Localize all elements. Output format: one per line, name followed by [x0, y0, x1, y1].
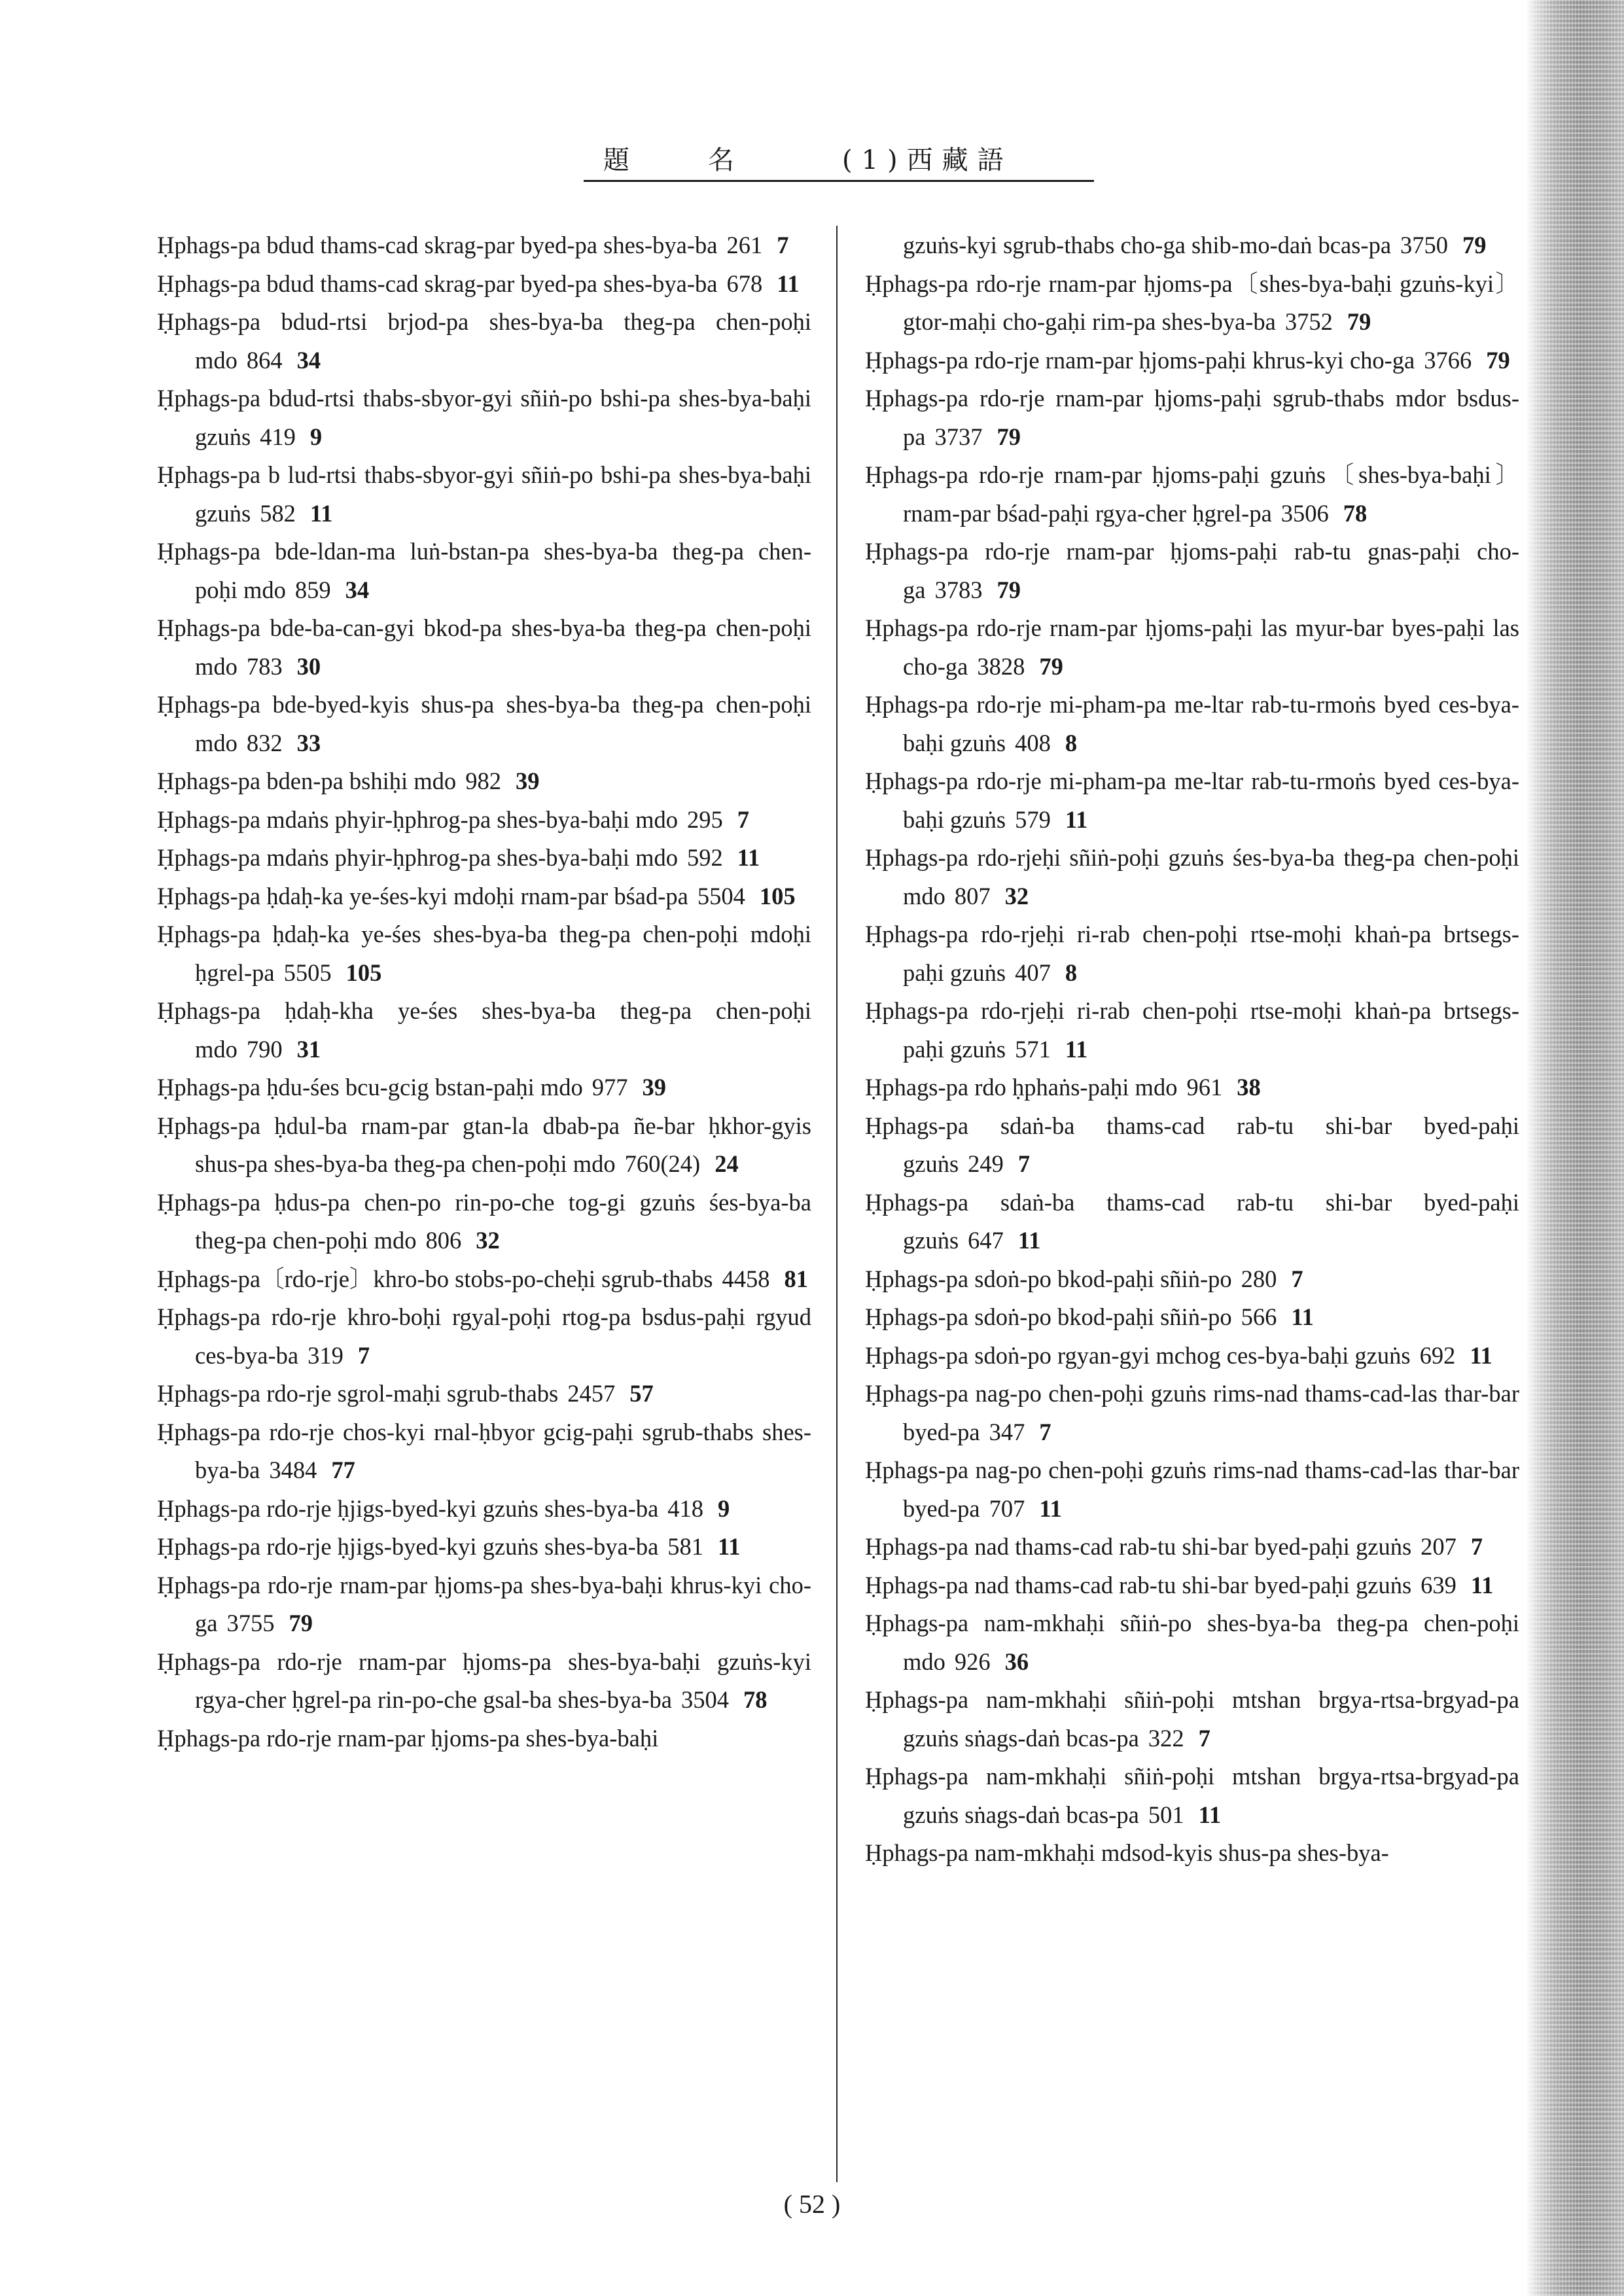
index-entry	[865, 686, 1519, 762]
scan-edge	[1526, 0, 1624, 2296]
entry-volume-number: 79	[1039, 652, 1063, 680]
entry-title: Ḥphags-pa rdo-rje chos-kyi rnal-ḥbyor gcig-paḥi sgrub-thabs shes-bya-ba	[157, 1418, 811, 1483]
entry-volume-number: 9	[309, 423, 323, 450]
entry-catalog-number: 5505	[283, 959, 332, 986]
entry-catalog-number: 783	[246, 652, 283, 680]
entry-catalog-number: 501	[1148, 1801, 1184, 1828]
entry-volume-number: 24	[715, 1150, 739, 1177]
index-entry	[865, 1451, 1519, 1528]
entry-volume-number: 9	[718, 1494, 730, 1522]
index-entry	[865, 1566, 1519, 1605]
header-section: (1)西藏語	[842, 145, 1013, 175]
entry-catalog-number: 582	[260, 499, 296, 527]
header-title: 題名	[603, 145, 813, 175]
entry-title: Ḥphags-pa nam-mkhaḥi sñiṅ-poḥi mtshan brgya-rtsa-brgyad-pa gzuṅs sṅags-daṅ bcas-pa	[865, 1686, 1519, 1752]
entry-catalog-number: 419	[260, 423, 296, 450]
index-entry	[157, 1490, 811, 1528]
entry-title: Ḥphags-pa rdo-rje rnam-par ḥjoms-pa〔shes-bya-baḥi gzuṅs-kyi〕gtor-maḥi cho-gaḥi rim-pa shes-bya-ba	[865, 270, 1519, 335]
right-column	[865, 226, 1519, 1873]
index-entry	[865, 1184, 1519, 1260]
entry-volume-number: 34	[296, 346, 321, 374]
index-entry	[157, 1413, 811, 1490]
entry-volume-number: 32	[1004, 882, 1029, 910]
entry-catalog-number: 3506	[1280, 499, 1329, 527]
index-entry	[157, 1566, 811, 1643]
entry-title: Ḥphags-pa rdo-rje khro-boḥi rgyal-poḥi rtog-pa bsdus-paḥi rgyud ces-bya-ba	[157, 1303, 811, 1369]
entry-catalog-number: 647	[968, 1227, 1004, 1254]
entry-title: Ḥphags-pa nag-po chen-poḥi gzuṅs rims-nad thams-cad-las thar-bar byed-pa	[865, 1380, 1519, 1445]
index-entry	[157, 1643, 811, 1720]
entry-volume-number: 81	[784, 1265, 808, 1292]
entry-catalog-number: 926	[954, 1648, 991, 1675]
entry-title: Ḥphags-pa nad thams-cad rab-tu shi-bar byed-paḥi gzuṅs	[865, 1571, 1412, 1598]
index-entry	[157, 1528, 811, 1566]
index-entry	[865, 380, 1519, 456]
index-entry	[865, 342, 1519, 380]
entry-volume-number: 77	[331, 1457, 355, 1483]
entry-volume-number: 11	[1065, 805, 1088, 833]
entry-title: Ḥphags-pa rdo-rje rnam-par ḥjoms-pa shes-bya-baḥi	[157, 1724, 659, 1752]
index-entry	[865, 456, 1519, 533]
index-entry	[865, 1069, 1519, 1107]
entry-title: Ḥphags-pa mdaṅs phyir-ḥphrog-pa shes-bya-baḥi mdo	[157, 844, 678, 871]
entry-volume-number: 79	[997, 576, 1021, 603]
entry-catalog-number: 3484	[269, 1457, 317, 1483]
entry-volume-number: 11	[1017, 1227, 1041, 1254]
index-entry	[865, 1681, 1519, 1757]
entry-volume-number: 7	[357, 1341, 370, 1369]
index-entry	[157, 265, 811, 304]
index-entry	[157, 226, 811, 265]
page-header	[584, 134, 1094, 182]
entry-volume-number: 7	[1198, 1724, 1210, 1752]
entry-volume-number: 78	[1343, 499, 1368, 527]
entry-volume-number: 79	[997, 423, 1021, 450]
entry-volume-number: 11	[1470, 1571, 1494, 1598]
entry-catalog-number: 347	[989, 1418, 1025, 1445]
index-entry	[865, 1604, 1519, 1681]
entry-catalog-number: 760(24)	[624, 1150, 701, 1177]
index-entry	[865, 609, 1519, 686]
entry-catalog-number: 581	[667, 1533, 704, 1560]
column-divider	[836, 226, 838, 2182]
index-entry	[865, 1375, 1519, 1451]
entry-title: Ḥphags-pa ḥdus-pa chen-po rin-po-che tog-gi gzuṅs śes-bya-ba theg-pa chen-poḥi mdo	[157, 1188, 811, 1254]
entry-catalog-number: 3755	[226, 1610, 275, 1636]
entry-volume-number: 11	[1470, 1341, 1492, 1369]
entry-volume-number: 8	[1065, 729, 1078, 756]
entry-catalog-number: 859	[294, 576, 331, 603]
entry-title: Ḥphags-pa nad thams-cad rab-tu shi-bar byed-paḥi gzuṅs	[865, 1533, 1412, 1560]
index-entry	[157, 801, 811, 839]
index-entry	[157, 1069, 811, 1107]
index-entry	[865, 992, 1519, 1069]
entry-volume-number: 79	[289, 1610, 313, 1636]
index-entry	[157, 533, 811, 609]
entry-catalog-number: 2457	[567, 1380, 616, 1407]
index-entry	[865, 1260, 1519, 1299]
entry-title: Ḥphags-pa rdo-rje rnam-par ḥjoms-paḥi khrus-kyi cho-ga	[865, 346, 1415, 374]
entry-catalog-number: 3752	[1284, 308, 1333, 335]
index-entry	[865, 1834, 1519, 1873]
entry-volume-number: 11	[777, 270, 800, 297]
entry-catalog-number: 418	[667, 1494, 704, 1522]
index-entry	[157, 609, 811, 686]
entry-catalog-number: 566	[1241, 1303, 1277, 1330]
entry-catalog-number: 3750	[1400, 232, 1449, 258]
entry-volume-number: 30	[296, 652, 321, 680]
index-entry	[865, 265, 1519, 342]
entry-catalog-number: 806	[425, 1227, 462, 1254]
index-entry	[865, 226, 1519, 265]
entry-title: Ḥphags-pa nam-mkhaḥi sñiṅ-poḥi mtshan brgya-rtsa-brgyad-pa gzuṅs sṅags-daṅ bcas-pa	[865, 1763, 1519, 1828]
entry-title: Ḥphags-pa rdo-rjeḥi ri-rab chen-poḥi rtse-moḥi khaṅ-pa brtsegs-paḥi gzuṅs	[865, 921, 1519, 986]
index-entry	[157, 1375, 811, 1413]
entry-volume-number: 11	[1065, 1035, 1088, 1063]
entry-catalog-number: 977	[591, 1074, 628, 1101]
entry-title: Ḥphags-pa rdo-rje rnam-par ḥjoms-paḥi sgrub-thabs mdor bsdus-pa	[865, 385, 1519, 450]
entry-volume-number: 11	[1198, 1801, 1222, 1828]
entry-title: Ḥphags-pa ḥdul-ba rnam-par gtan-la dbab-pa ñe-bar ḥkhor-gyis shus-pa shes-bya-ba theg-pa chen-poḥi mdo	[157, 1112, 811, 1177]
entry-title: Ḥphags-pa rdo-rje sgrol-maḥi sgrub-thabs	[157, 1380, 559, 1407]
entry-catalog-number: 639	[1421, 1571, 1456, 1598]
entry-catalog-number: 3766	[1424, 346, 1472, 374]
entry-catalog-number: 678	[726, 270, 763, 297]
entry-volume-number: 105	[345, 959, 382, 986]
entry-catalog-number: 280	[1241, 1265, 1277, 1292]
entry-volume-number: 11	[1039, 1494, 1062, 1522]
entry-catalog-number: 707	[989, 1494, 1025, 1522]
entry-volume-number: 33	[296, 729, 321, 756]
entry-title: Ḥphags-pa bden-pa bshiḥi mdo	[157, 768, 457, 794]
entry-volume-number: 39	[642, 1074, 667, 1101]
entry-volume-number: 11	[309, 499, 333, 527]
entry-title: Ḥphags-pa bde-ba-can-gyi bkod-pa shes-bya-ba theg-pa chen-poḥi mdo	[157, 614, 811, 680]
entry-volume-number: 7	[1470, 1533, 1483, 1560]
entry-title: Ḥphags-pa sdaṅ-ba thams-cad rab-tu shi-bar byed-paḥi gzuṅs	[865, 1112, 1519, 1177]
entry-catalog-number: 408	[1015, 729, 1051, 756]
entry-title: Ḥphags-pa rdo-rjeḥi ri-rab chen-poḥi rtse-moḥi khaṅ-pa brtsegs-paḥi gzuṅs	[865, 997, 1519, 1063]
entry-title: Ḥphags-pa rdo-rje rnam-par ḥjoms-pa shes-bya-baḥi khrus-kyi cho-ga	[157, 1571, 811, 1636]
index-entry	[157, 686, 811, 762]
entry-title: Ḥphags-pa ḥdaḥ-ka ye-śes-kyi mdoḥi rnam-par bśad-pa	[157, 882, 688, 910]
entry-catalog-number: 692	[1419, 1341, 1456, 1369]
entry-title: Ḥphags-pa rdo-rje rnam-par ḥjoms-pa shes-bya-baḥi gzuṅs-kyi rgya-cher ḥgrel-pa rin-po-che gsal-ba shes-bya-ba	[157, 1648, 811, 1713]
entry-title: Ḥphags-pa rdo-rje rnam-par ḥjoms-paḥi las myur-bar byes-paḥi las cho-ga	[865, 614, 1519, 680]
entry-volume-number: 39	[515, 768, 540, 794]
entry-title: Ḥphags-pa rdo-rje mi-pham-pa me-ltar rab-tu-rmoṅs byed ces-bya-baḥi gzuṅs	[865, 768, 1519, 833]
entry-title: Ḥphags-pa bde-byed-kyis shus-pa shes-bya-ba theg-pa chen-poḥi mdo	[157, 691, 811, 756]
entry-volume-number: 11	[1291, 1303, 1314, 1330]
entry-title: Ḥphags-pa bdud thams-cad skrag-par byed-pa shes-bya-ba	[157, 232, 718, 258]
entry-catalog-number: 207	[1421, 1533, 1456, 1560]
entry-title: Ḥphags-pa rdo-rje rnam-par ḥjoms-paḥi rab-tu gnas-paḥi cho-ga	[865, 538, 1519, 603]
index-entry	[865, 1757, 1519, 1834]
entry-title: Ḥphags-pa ḥdaḥ-kha ye-śes shes-bya-ba theg-pa chen-poḥi mdo	[157, 997, 811, 1063]
index-entry	[865, 1528, 1519, 1566]
index-entry	[157, 303, 811, 380]
entry-volume-number: 7	[1017, 1150, 1031, 1177]
entry-volume-number: 8	[1065, 959, 1078, 986]
entry-catalog-number: 3783	[934, 576, 983, 603]
entry-title: gzuṅs-kyi sgrub-thabs cho-ga shib-mo-daṅ bcas-pa	[903, 232, 1392, 258]
index-entry	[157, 839, 811, 877]
entry-title: Ḥphags-pa bde-ldan-ma luṅ-bstan-pa shes-bya-ba theg-pa chen-poḥi mdo	[157, 538, 811, 603]
entry-catalog-number: 319	[308, 1341, 344, 1369]
entry-title: Ḥphags-pa rdo-rje rnam-par ḥjoms-paḥi gzuṅs〔shes-bya-baḥi〕rnam-par bśad-paḥi rgya-cher ḥgrel-pa	[865, 461, 1519, 527]
entry-catalog-number: 864	[246, 346, 283, 374]
entry-catalog-number: 790	[246, 1035, 283, 1063]
entry-catalog-number: 579	[1015, 805, 1051, 833]
entry-volume-number: 78	[743, 1686, 768, 1713]
entry-catalog-number: 982	[465, 768, 501, 794]
entry-title: Ḥphags-pa bdud-rtsi brjod-pa shes-bya-ba theg-pa chen-poḥi mdo	[157, 308, 811, 374]
index-entry	[865, 1298, 1519, 1337]
entry-volume-number: 105	[759, 882, 796, 910]
entry-title: Ḥphags-pa nam-mkhaḥi sñiṅ-po shes-bya-ba theg-pa chen-poḥi mdo	[865, 1610, 1519, 1675]
entry-volume-number: 79	[1347, 308, 1371, 335]
index-entry	[157, 877, 811, 916]
entry-catalog-number: 407	[1015, 959, 1051, 986]
entry-title: Ḥphags-pa rdo-rje mi-pham-pa me-ltar rab-tu-rmoṅs byed ces-bya-baḥi gzuṅs	[865, 691, 1519, 756]
entry-title: Ḥphags-pa sdoṅ-po rgyan-gyi mchog ces-bya-baḥi gzuṅs	[865, 1341, 1411, 1369]
entry-catalog-number: 3504	[680, 1686, 729, 1713]
entry-title: Ḥphags-pa b lud-rtsi thabs-sbyor-gyi sñiṅ-po bshi-pa shes-bya-baḥi gzuṅs	[157, 461, 811, 527]
index-entry	[157, 456, 811, 533]
entry-volume-number: 79	[1486, 346, 1510, 374]
index-entry	[865, 1107, 1519, 1184]
entry-catalog-number: 5504	[697, 882, 745, 910]
entry-title: Ḥphags-pa sdoṅ-po bkod-paḥi sñiṅ-po	[865, 1303, 1232, 1330]
index-entry	[865, 762, 1519, 839]
left-column	[157, 226, 811, 1757]
index-entry	[157, 1720, 811, 1758]
index-entry	[865, 533, 1519, 609]
entry-catalog-number: 832	[246, 729, 283, 756]
index-entry	[865, 1337, 1519, 1375]
entry-catalog-number: 3828	[977, 652, 1025, 680]
entry-catalog-number: 592	[687, 844, 723, 871]
entry-title: Ḥphags-pa rdo-rje ḥjigs-byed-kyi gzuṅs shes-bya-ba	[157, 1533, 659, 1560]
index-entry	[157, 1184, 811, 1260]
index-entry	[157, 1107, 811, 1184]
entry-title: Ḥphags-pa ḥdu-śes bcu-gcig bstan-paḥi mdo	[157, 1074, 583, 1101]
index-entry	[865, 839, 1519, 915]
entry-title: Ḥphags-pa rdo-rjeḥi sñiṅ-poḥi gzuṅs śes-bya-ba theg-pa chen-poḥi mdo	[865, 844, 1519, 910]
entry-title: Ḥphags-pa〔rdo-rje〕khro-bo stobs-po-cheḥi sgrub-thabs	[157, 1265, 713, 1292]
entry-catalog-number: 807	[954, 882, 991, 910]
entry-volume-number: 7	[737, 805, 749, 833]
entry-title: Ḥphags-pa rdo ḥphaṅs-paḥi mdo	[865, 1074, 1178, 1101]
entry-catalog-number: 295	[687, 805, 723, 833]
entry-volume-number: 11	[718, 1533, 741, 1560]
entry-volume-number: 7	[1291, 1265, 1303, 1292]
index-entry	[157, 915, 811, 992]
index-entry	[157, 380, 811, 456]
entry-title: Ḥphags-pa rdo-rje ḥjigs-byed-kyi gzuṅs shes-bya-ba	[157, 1494, 659, 1522]
entry-volume-number: 36	[1004, 1648, 1029, 1675]
entry-title: Ḥphags-pa sdoṅ-po bkod-paḥi sñiṅ-po	[865, 1265, 1232, 1292]
entry-volume-number: 11	[737, 844, 760, 871]
entry-title: Ḥphags-pa bdud-rtsi thabs-sbyor-gyi sñiṅ-po bshi-pa shes-bya-baḥi gzuṅs	[157, 385, 811, 450]
entry-title: Ḥphags-pa nag-po chen-poḥi gzuṅs rims-nad thams-cad-las thar-bar byed-pa	[865, 1457, 1519, 1522]
index-entry	[157, 1260, 811, 1299]
entry-catalog-number: 961	[1186, 1074, 1223, 1101]
entry-volume-number: 34	[345, 576, 370, 603]
entry-volume-number: 31	[296, 1035, 321, 1063]
index-entry	[865, 915, 1519, 992]
page-number: ( 52 )	[783, 2189, 841, 2219]
entry-catalog-number: 249	[968, 1150, 1004, 1177]
index-entry	[157, 992, 811, 1069]
entry-title: Ḥphags-pa ḥdaḥ-ka ye-śes shes-bya-ba theg-pa chen-poḥi mdoḥi ḥgrel-pa	[157, 921, 811, 986]
entry-catalog-number: 322	[1148, 1724, 1184, 1752]
entry-volume-number: 7	[777, 232, 789, 258]
entry-title: Ḥphags-pa nam-mkhaḥi mdsod-kyis shus-pa shes-bya-	[865, 1839, 1389, 1866]
entry-catalog-number: 4458	[722, 1265, 770, 1292]
index-entry	[157, 762, 811, 801]
entry-title: Ḥphags-pa mdaṅs phyir-ḥphrog-pa shes-bya-baḥi mdo	[157, 805, 678, 833]
entry-volume-number: 38	[1237, 1074, 1261, 1101]
entry-volume-number: 57	[629, 1380, 654, 1407]
entry-title: Ḥphags-pa sdaṅ-ba thams-cad rab-tu shi-bar byed-paḥi gzuṅs	[865, 1188, 1519, 1254]
entry-title: Ḥphags-pa bdud thams-cad skrag-par byed-pa shes-bya-ba	[157, 270, 718, 297]
entry-catalog-number: 571	[1015, 1035, 1051, 1063]
entry-volume-number: 7	[1039, 1418, 1051, 1445]
entry-catalog-number: 261	[726, 232, 763, 258]
entry-volume-number: 79	[1462, 232, 1487, 258]
index-entry	[157, 1298, 811, 1375]
entry-catalog-number: 3737	[934, 423, 983, 450]
entry-volume-number: 32	[476, 1227, 500, 1254]
